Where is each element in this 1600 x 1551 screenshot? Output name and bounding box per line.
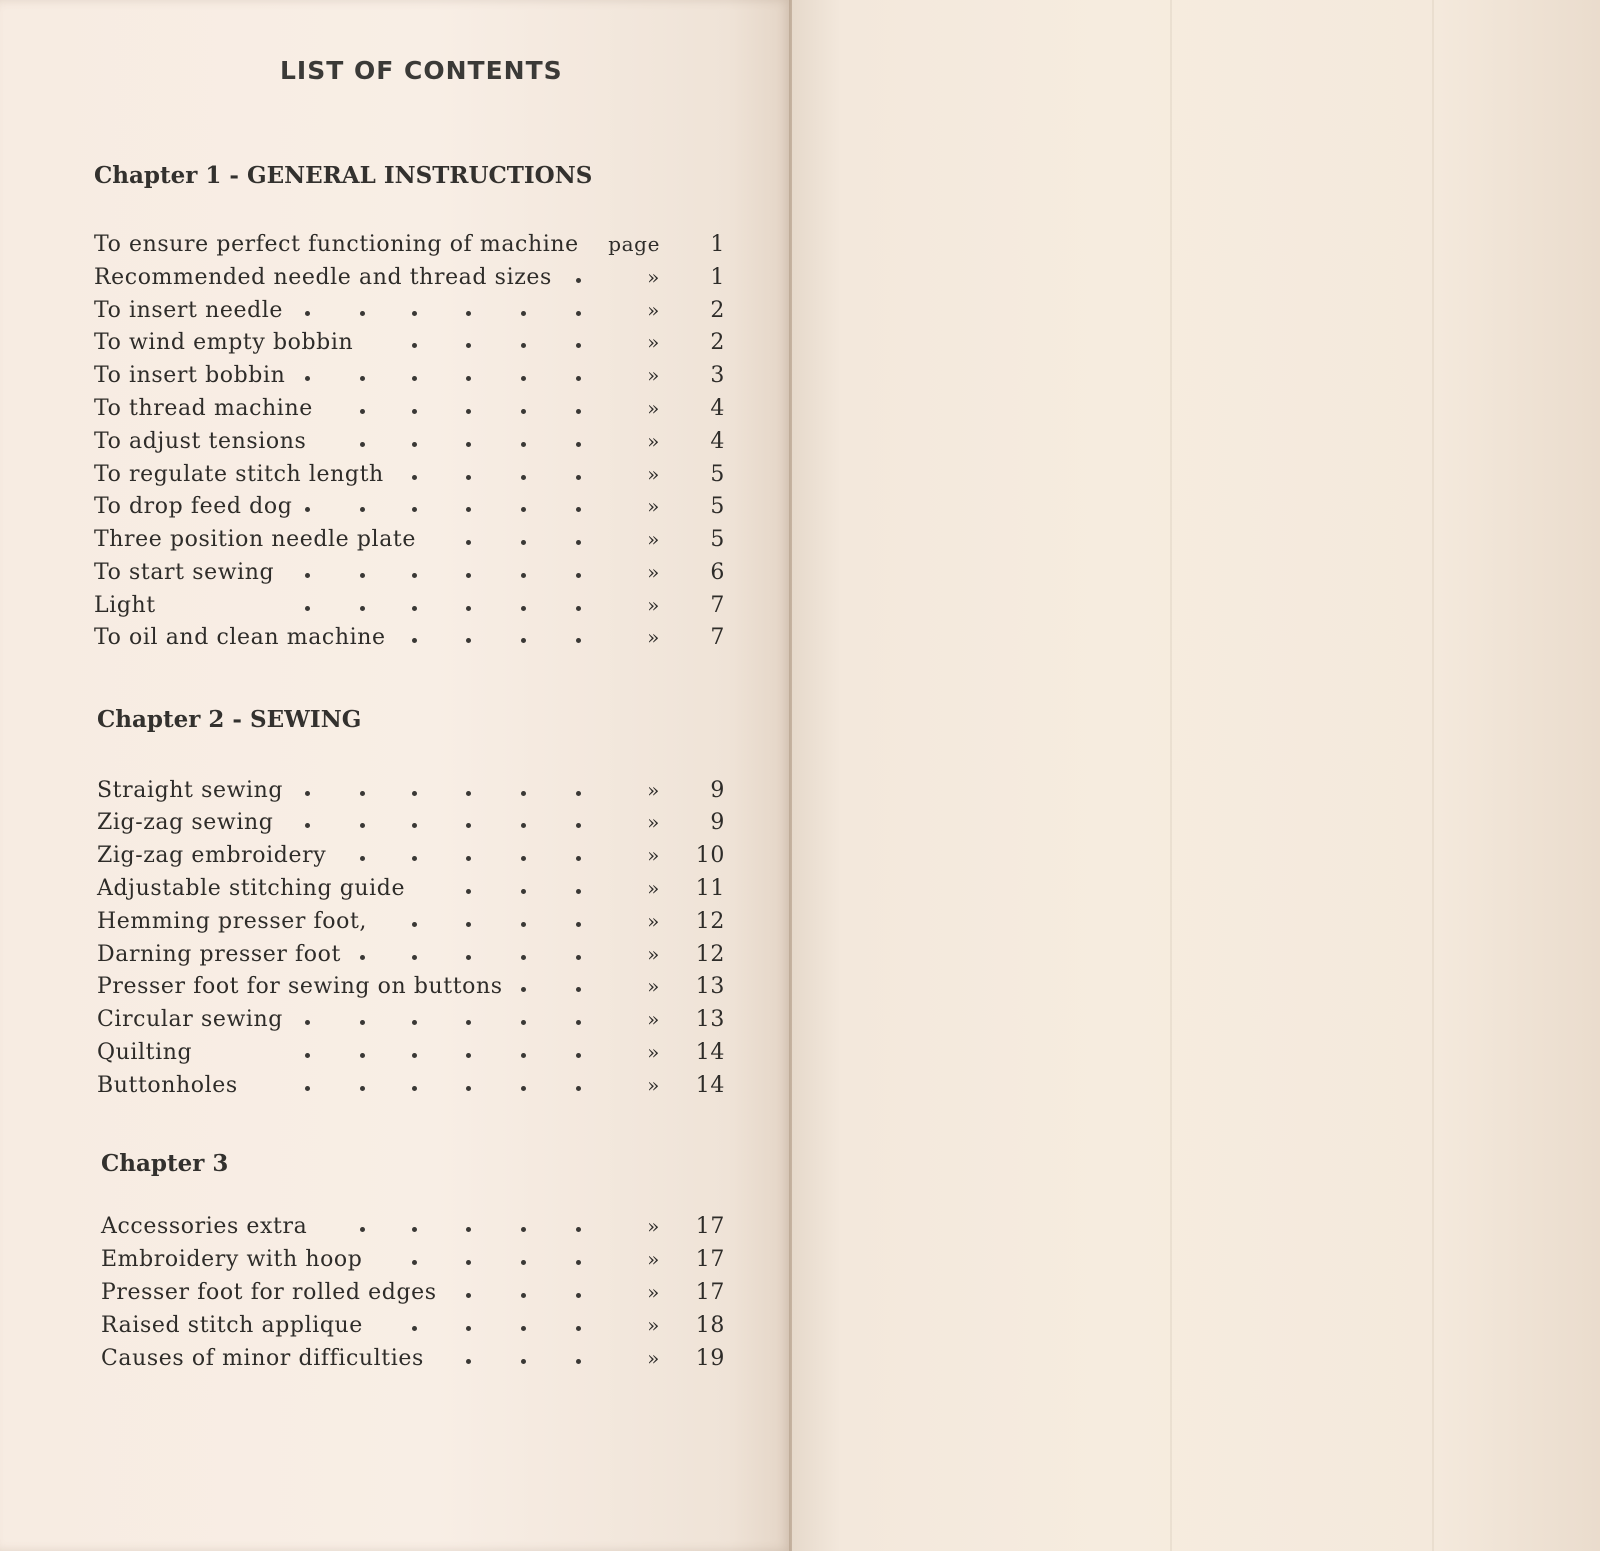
page-number: 7 xyxy=(710,593,725,618)
toc-entry-title: To insert bobbin xyxy=(94,363,286,388)
toc-entry[interactable] xyxy=(94,326,725,359)
toc-entry-title: Embroidery with hoop xyxy=(101,1247,363,1272)
page-number: 14 xyxy=(695,1040,725,1065)
ditto-mark: » xyxy=(647,1214,660,1238)
toc-entry[interactable] xyxy=(94,490,725,523)
toc-entry[interactable] xyxy=(101,1309,725,1342)
toc-entry-title: To adjust tensions xyxy=(94,429,307,454)
page-number: 6 xyxy=(710,560,725,585)
ditto-mark: » xyxy=(647,363,660,387)
ditto-mark: » xyxy=(647,1346,660,1370)
toc-entry[interactable] xyxy=(94,458,725,491)
toc-entry[interactable] xyxy=(97,839,725,872)
page-number: 3 xyxy=(710,363,725,388)
page-number: 5 xyxy=(710,462,725,487)
chapter-heading: Chapter 1 - GENERAL INSTRUCTIONS xyxy=(94,162,593,189)
ditto-mark: » xyxy=(647,876,660,900)
toc-entry[interactable] xyxy=(101,1276,725,1309)
toc-entry-title: Recommended needle and thread sizes xyxy=(94,265,552,290)
page-number: 12 xyxy=(695,942,725,967)
blank-page xyxy=(792,0,1600,1551)
page-number: 7 xyxy=(710,625,725,650)
ditto-mark: » xyxy=(647,1247,660,1271)
ditto-mark: » xyxy=(647,843,660,867)
page-number: 17 xyxy=(695,1280,725,1305)
ditto-mark: » xyxy=(647,494,660,518)
dot-leader xyxy=(101,1276,701,1309)
page-number: 4 xyxy=(710,396,725,421)
toc-entry[interactable] xyxy=(94,523,725,556)
toc-entry[interactable] xyxy=(97,1003,725,1036)
toc-entry-title: Darning presser foot xyxy=(97,942,341,967)
ditto-mark: » xyxy=(647,974,660,998)
ditto-mark: » xyxy=(647,1040,660,1064)
toc-entry[interactable] xyxy=(94,359,725,392)
page-number: 5 xyxy=(710,494,725,519)
toc-entry[interactable] xyxy=(97,905,725,938)
ditto-mark: » xyxy=(647,625,660,649)
dot-leader xyxy=(94,425,694,458)
toc-entry[interactable] xyxy=(94,621,725,654)
toc-entry[interactable] xyxy=(97,806,725,839)
page-number: 4 xyxy=(710,429,725,454)
ditto-mark: » xyxy=(647,396,660,420)
toc-entry-title: Zig-zag sewing xyxy=(97,810,274,835)
toc-entry-title: To drop feed dog xyxy=(94,494,293,519)
page-title: LIST OF CONTENTS xyxy=(280,56,563,85)
toc-entry-title: To insert needle xyxy=(94,298,284,323)
ditto-mark: » xyxy=(647,462,660,486)
dot-leader xyxy=(94,326,694,359)
page-number: 11 xyxy=(695,876,725,901)
dot-leader xyxy=(97,1036,697,1069)
dot-leader xyxy=(94,294,694,327)
ditto-mark: » xyxy=(647,810,660,834)
page-number: 12 xyxy=(695,909,725,934)
chapter-heading: Chapter 3 xyxy=(101,1150,229,1177)
dot-leader xyxy=(94,490,694,523)
page-number: 5 xyxy=(710,527,725,552)
ditto-mark: » xyxy=(647,778,660,802)
toc-entry-title: Presser foot for sewing on buttons xyxy=(97,974,503,999)
ditto-mark: » xyxy=(647,560,660,584)
toc-entry[interactable] xyxy=(101,1342,725,1375)
dot-leader xyxy=(94,458,694,491)
dot-leader xyxy=(97,872,697,905)
page-number: 17 xyxy=(695,1247,725,1272)
page-number: 18 xyxy=(695,1313,725,1338)
dot-leader xyxy=(101,1243,701,1276)
toc-entry[interactable] xyxy=(97,1069,725,1102)
ditto-mark: » xyxy=(647,593,660,617)
page-number: 1 xyxy=(710,232,725,257)
toc-entry-title: Buttonholes xyxy=(97,1073,238,1098)
toc-entry[interactable] xyxy=(97,970,725,1003)
dot-leader xyxy=(97,1069,697,1102)
dot-leader xyxy=(97,905,697,938)
page-number: 1 xyxy=(710,265,725,290)
page-label: page xyxy=(608,232,660,256)
toc-entry-title: Quilting xyxy=(97,1040,193,1065)
toc-entry[interactable] xyxy=(94,261,725,294)
ditto-mark: » xyxy=(647,909,660,933)
ditto-mark: » xyxy=(647,1073,660,1097)
ditto-mark: » xyxy=(647,1007,660,1031)
toc-entry-title: To ensure perfect functioning of machine xyxy=(94,232,579,257)
toc-entry-title: Three position needle plate xyxy=(94,527,416,552)
dot-leader xyxy=(94,589,694,622)
toc-entry-title: Hemming presser foot, xyxy=(97,909,368,934)
dot-leader xyxy=(94,359,694,392)
ditto-mark: » xyxy=(647,942,660,966)
toc-entry-title: Causes of minor difficulties xyxy=(101,1346,424,1371)
toc-entry-title: To regulate stitch length xyxy=(94,462,384,487)
dot-leader xyxy=(94,523,694,556)
toc-entry-title: To wind empty bobbin xyxy=(94,330,354,355)
toc-entry-title: Circular sewing xyxy=(97,1007,283,1032)
page-number: 2 xyxy=(710,298,725,323)
toc-entry-title: Zig-zag embroidery xyxy=(97,843,327,868)
toc-entry-title: Raised stitch applique xyxy=(101,1313,363,1338)
contents-page xyxy=(0,0,792,1551)
toc-entry[interactable] xyxy=(94,294,725,327)
dot-leader xyxy=(101,1309,701,1342)
dot-leader xyxy=(97,774,697,807)
toc-entry-title: Accessories extra xyxy=(101,1214,308,1239)
toc-entry[interactable] xyxy=(94,589,725,622)
dot-leader xyxy=(97,1003,697,1036)
dot-leader xyxy=(101,1342,701,1375)
dot-leader xyxy=(94,392,694,425)
ditto-mark: » xyxy=(647,1280,660,1304)
page-number: 14 xyxy=(695,1073,725,1098)
ditto-mark: » xyxy=(647,429,660,453)
page-number: 13 xyxy=(695,974,725,999)
toc-entry-title: Presser foot for rolled edges xyxy=(101,1280,437,1305)
dot-leader xyxy=(97,839,697,872)
page-number: 17 xyxy=(695,1214,725,1239)
dot-leader xyxy=(94,621,694,654)
toc-entry[interactable] xyxy=(94,228,725,261)
dot-leader xyxy=(94,556,694,589)
toc-entry[interactable] xyxy=(94,556,725,589)
page-number: 19 xyxy=(695,1346,725,1371)
chapter-heading: Chapter 2 - SEWING xyxy=(97,706,362,733)
toc-entry[interactable] xyxy=(94,425,725,458)
ditto-mark: » xyxy=(647,527,660,551)
page-crease xyxy=(1432,0,1434,1551)
toc-entry[interactable] xyxy=(94,392,725,425)
page-number: 9 xyxy=(710,810,725,835)
toc-entry[interactable] xyxy=(97,774,725,807)
ditto-mark: » xyxy=(647,265,660,289)
toc-entry-title: Straight sewing xyxy=(97,778,284,803)
dot-leader xyxy=(101,1210,701,1243)
ditto-mark: » xyxy=(647,298,660,322)
dot-leader xyxy=(94,261,694,294)
toc-entry[interactable] xyxy=(101,1243,725,1276)
toc-entry-title: Light xyxy=(94,593,156,618)
toc-entry[interactable] xyxy=(97,872,725,905)
ditto-mark: » xyxy=(647,330,660,354)
dot-leader xyxy=(97,938,697,971)
dot-leader xyxy=(97,970,697,1003)
page-number: 2 xyxy=(710,330,725,355)
page-number: 9 xyxy=(710,778,725,803)
toc-entry-title: To thread machine xyxy=(94,396,313,421)
dot-leader xyxy=(97,806,697,839)
toc-entry-title: Adjustable stitching guide xyxy=(97,876,406,901)
page-crease xyxy=(1170,0,1172,1551)
toc-entry[interactable] xyxy=(97,938,725,971)
page-number: 10 xyxy=(695,843,725,868)
toc-entry-title: To start sewing xyxy=(94,560,275,585)
toc-entry[interactable] xyxy=(97,1036,725,1069)
ditto-mark: » xyxy=(647,1313,660,1337)
toc-entry[interactable] xyxy=(101,1210,725,1243)
toc-entry-title: To oil and clean machine xyxy=(94,625,386,650)
page-number: 13 xyxy=(695,1007,725,1032)
